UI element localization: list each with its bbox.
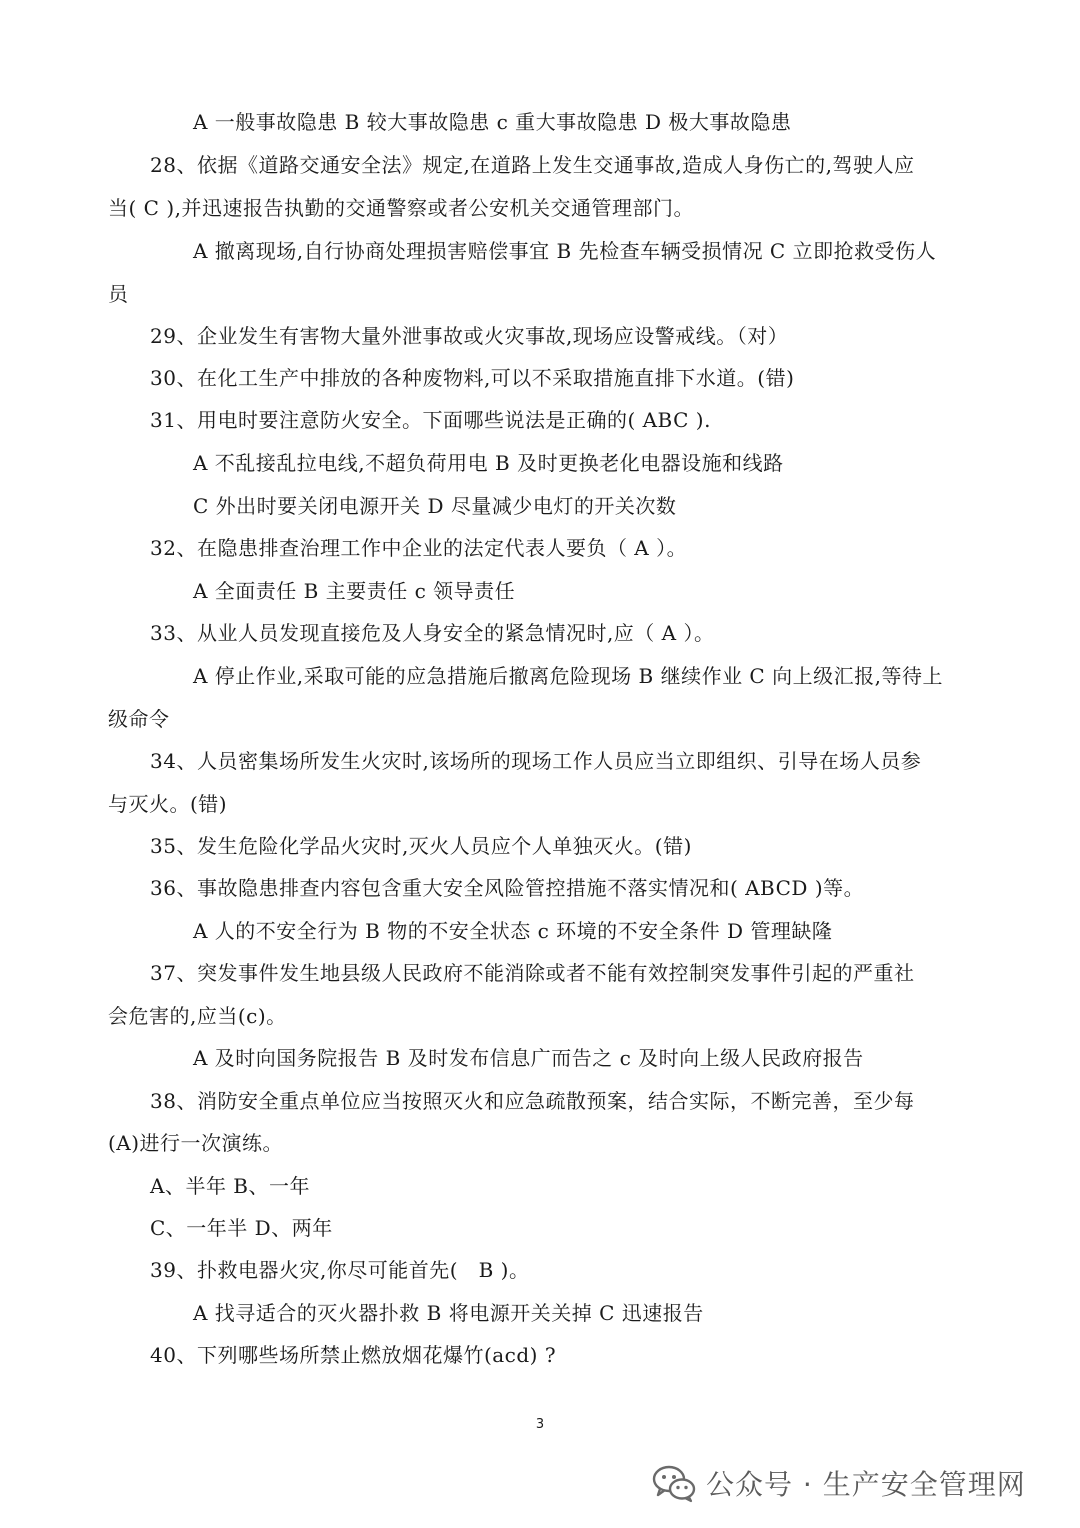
text-line: 40、下列哪些场所禁止燃放烟花爆竹(acd) ? bbox=[150, 1343, 557, 1367]
text-line: C 外出时要关闭电源开关 D 尽量减少电灯的开关次数 bbox=[193, 494, 677, 518]
text-line: A 找寻适合的灭火器扑救 B 将电源开关关掉 C 迅速报告 bbox=[193, 1301, 704, 1325]
watermark-text: 公众号 · 生产安全管理网 bbox=[706, 1468, 1026, 1501]
text-line: 32、在隐患排查治理工作中企业的法定代表人要负（ A ）。 bbox=[150, 536, 688, 560]
text-line: 34、人员密集场所发生火灾时,该场所的现场工作人员应当立即组织、引导在场人员参 bbox=[150, 749, 922, 773]
text-line: A 及时向国务院报告 B 及时发布信息广而告之 c 及时向上级人民政府报告 bbox=[193, 1046, 864, 1070]
text-line: A 全面责任 B 主要责任 c 领导责任 bbox=[193, 579, 516, 603]
text-line: 31、用电时要注意防火安全。下面哪些说法是正确的( ABC ). bbox=[150, 408, 711, 432]
text-line: 30、在化工生产中排放的各种废物料,可以不采取措施直排下水道。(错) bbox=[150, 366, 795, 390]
wechat-icon bbox=[652, 1463, 696, 1503]
text-line: 33、从业人员发现直接危及人身安全的紧急情况时,应（ A ）。 bbox=[150, 621, 715, 645]
text-line: 员 bbox=[108, 282, 129, 306]
text-line: 38、消防安全重点单位应当按照灭火和应急疏散预案，结合实际，不断完善，至少每 bbox=[150, 1089, 915, 1113]
text-line: 当( C ),并迅速报告执勤的交通警察或者公安机关交通管理部门。 bbox=[108, 196, 694, 220]
text-line: 与灭火。(错) bbox=[108, 792, 228, 816]
text-line: A 停止作业,采取可能的应急措施后撤离危险现场 B 继续作业 C 向上级汇报,等待上 bbox=[193, 664, 943, 688]
page-number: 3 bbox=[535, 1417, 545, 1432]
text-line: A 不乱接乱拉电线,不超负荷用电 B 及时更换老化电器设施和线路 bbox=[193, 451, 784, 475]
text-line: (A)进行一次演练。 bbox=[108, 1131, 284, 1155]
text-line: C、一年半 D、两年 bbox=[150, 1216, 333, 1240]
text-line: 39、扑救电器火灾,你尽可能首先( B )。 bbox=[150, 1258, 530, 1282]
text-line: 37、突发事件发生地县级人民政府不能消除或者不能有效控制突发事件引起的严重社 bbox=[150, 961, 915, 985]
text-line: A 撤离现场,自行协商处理损害赔偿事宜 B 先检查车辆受损情况 C 立即抢救受伤人 bbox=[193, 239, 937, 263]
text-line: A 一般事故隐患 B 较大事故隐患 c 重大事故隐患 D 极大事故隐患 bbox=[193, 110, 792, 134]
text-line: 28、依据《道路交通安全法》规定,在道路上发生交通事故,造成人身伤亡的,驾驶人应 bbox=[150, 153, 915, 177]
text-line: 会危害的,应当(c)。 bbox=[108, 1004, 287, 1028]
text-line: A、半年 B、一年 bbox=[150, 1174, 310, 1198]
text-line: 36、事故隐患排查内容包含重大安全风险管控措施不落实情况和( ABCD )等。 bbox=[150, 876, 865, 900]
watermark bbox=[652, 1458, 1026, 1508]
text-line: 级命令 bbox=[108, 707, 170, 731]
text-line: 29、企业发生有害物大量外泄事故或火灾事故,现场应设警戒线。（对） bbox=[150, 324, 789, 348]
text-line: 35、发生危险化学品火灾时,灭火人员应个人单独灭火。(错) bbox=[150, 834, 692, 858]
text-line: A 人的不安全行为 B 物的不安全状态 c 环境的不安全条件 D 管理缺隆 bbox=[193, 919, 833, 943]
